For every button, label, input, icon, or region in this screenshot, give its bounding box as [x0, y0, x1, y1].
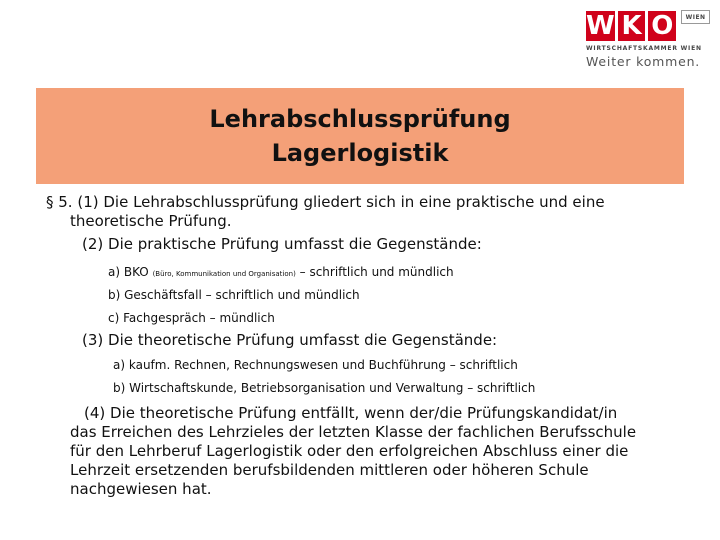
logo-letter-w: W [586, 11, 615, 41]
theoretical-item-a: a) kaufm. Rechnen, Rechnungswesen und Buchführung – schriftlich [113, 358, 518, 372]
paragraph-3-heading: (3) Die theoretische Prüfung umfasst die Gegenstände: [82, 331, 498, 349]
paragraph-4-line-1: (4) Die theoretische Prüfung entfällt, wenn der/die Prüfungskandidat/in [84, 404, 618, 422]
paragraph-1-line-1: § 5. (1) Die Lehrabschlussprüfung gliedert sich in eine praktische und eine [46, 193, 605, 211]
logo-slogan: Weiter kommen. [586, 54, 701, 69]
logo-wien: WIEN [681, 10, 710, 24]
paragraph-4-line-3: für den Lehrberuf Lagerlogistik oder den erfolgreichen Abschluss einer die [70, 442, 629, 460]
paragraph-2-heading: (2) Die praktische Prüfung umfasst die Gegenstände: [82, 235, 482, 253]
paragraph-4-line-2: das Erreichen des Lehrzieles der letzten Klasse der fachlichen Berufsschule [70, 423, 637, 441]
paragraph-4-line-4: Lehrzeit ersetzenden berufsbildenden mittleren oder höheren Schule [70, 461, 589, 479]
practical-item-a-small: (Büro, Kommunikation und Organisation) [152, 270, 296, 278]
logo-subtitle: WIRTSCHAFTSKAMMER WIEN [586, 45, 702, 52]
theoretical-item-b: b) Wirtschaftskunde, Betriebsorganisation und Verwaltung – schriftlich [113, 381, 536, 395]
practical-item-c: c) Fachgespräch – mündlich [108, 311, 275, 325]
paragraph-1-line-2: theoretische Prüfung. [70, 212, 232, 230]
title-line-1: Lehrabschlussprüfung [209, 105, 511, 133]
practical-item-a [108, 264, 454, 282]
title-line-2: Lagerlogistik [271, 139, 449, 167]
practical-item-b: b) Geschäftsfall – schriftlich und mündlich [108, 288, 360, 302]
paragraph-4-line-5: nachgewiesen hat. [70, 480, 212, 498]
logo-letter-k: K [618, 11, 646, 41]
practical-item-a-end: – schriftlich und mündlich [295, 265, 454, 279]
practical-item-a-start: a) BKO [108, 265, 153, 279]
logo-letter-o: O [648, 11, 676, 41]
